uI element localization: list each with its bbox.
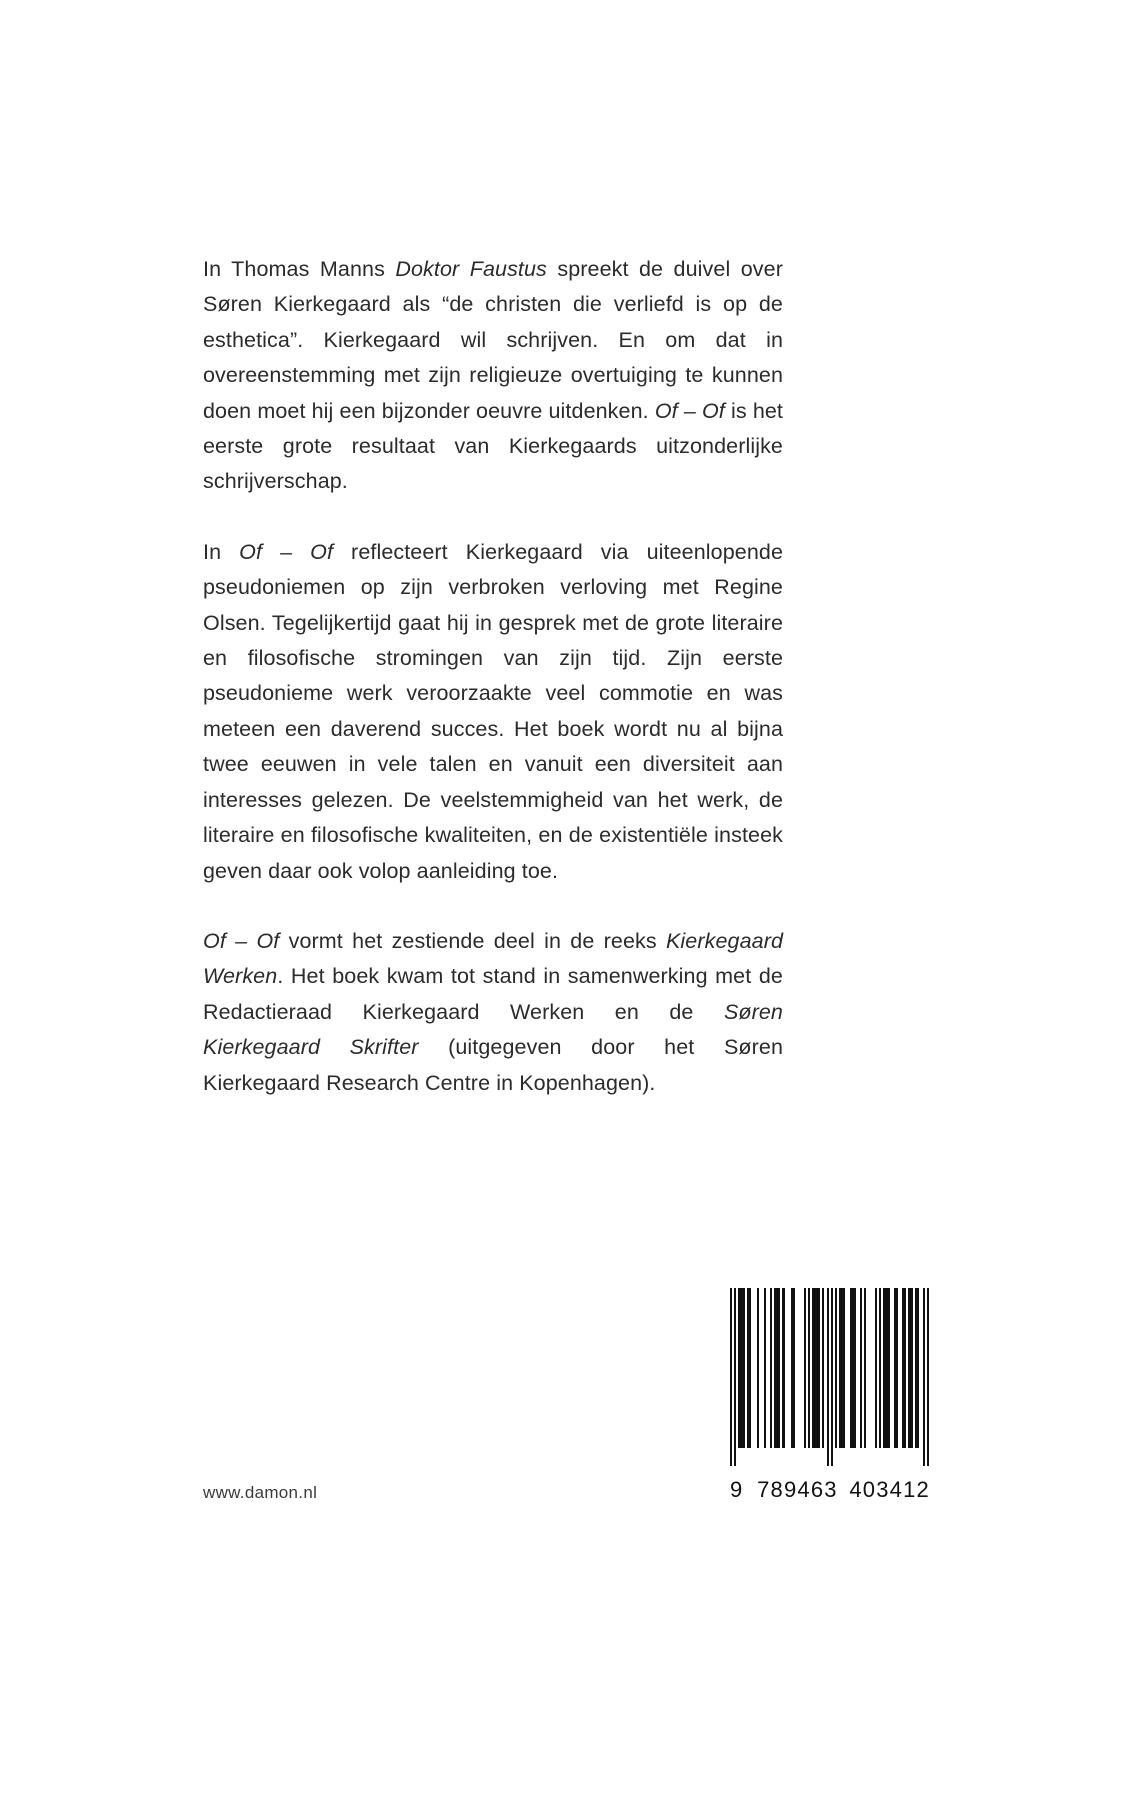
paragraph-3-series-kierkegaard-werken: Kierkegaard Werken	[203, 928, 784, 989]
barcode-lead-digit: 9	[730, 1477, 744, 1502]
barcode-right-group: 403412	[849, 1477, 930, 1502]
barcode-bars	[730, 1288, 930, 1466]
paragraph-3-text-1: vormt het zestiende deel in de reeks	[279, 928, 666, 953]
barcode-left-group: 789463	[757, 1477, 838, 1502]
paragraph-1-text-1: In Thomas Manns	[203, 257, 396, 281]
paragraph-3-text-2: . Het boek kwam tot stand in samenwerking met de Redactieraad Kierkegaard Werken en de	[203, 964, 783, 1024]
publisher-website: www.damon.nl	[203, 1483, 318, 1502]
paragraph-3-title-soren-kierkegaard-skrifter: Søren Kierkegaard Skrifter	[203, 999, 783, 1060]
barcode-digits	[730, 1477, 930, 1503]
paragraph-1-title-of-of: Of – Of	[654, 398, 725, 423]
paragraph-2-text-2: reflecteert Kierkegaard via uiteenlopende pseudoniemen op zijn verbroken verloving met Regine Olsen. Tegelijkertijd gaat hij in gesprek met de grote literaire en filosoﬁsche stromingen van zijn tijd. Zijn eerste pseudonieme werk veroorzaakte veel commotie en was meteen een daverend succes. Het boek wordt nu al bijna twee eeuwen in vele talen en vanuit een diversiteit aan interesses gelezen. De veelstemmigheid van het werk, de literaire en ﬁlosoﬁsche kwaliteiten, en de existentiële insteek geven daar ook volop aanleiding toe.	[203, 539, 784, 883]
paragraph-1-title-doktor-faustus: Doktor Faustus	[395, 257, 547, 281]
paragraph-3-text-3: (uitgegeven door het Søren Kierkegaard Research Centre in Kopenhagen).	[203, 1035, 783, 1095]
paragraph-2-text-1: In	[203, 539, 240, 564]
blurb-paragraph-1	[203, 252, 783, 500]
blurb-paragraph-3	[203, 924, 783, 1101]
paragraph-1-text-2: spreekt de duivel over Søren Kierkegaard als “de christen die verliefd is op de esthetica”. Kierkegaard wil schrijven. En om dat in overeenstemming met zijn religieuze overtuiging te kunnen doen moet hij een bijzonder oeuvre uitdenken.	[203, 257, 783, 423]
paragraph-1-text-3: is het eerste grote resultaat van Kierkegaards uitzonderlijke schrijverschap.	[203, 398, 784, 494]
blurb-paragraph-2	[203, 535, 783, 889]
back-cover-blurb	[203, 252, 783, 1101]
paragraph-2-title-of-of: Of – Of	[239, 539, 334, 564]
isbn-barcode	[730, 1288, 930, 1466]
paragraph-3-title-of-of: Of – Of	[203, 928, 280, 953]
